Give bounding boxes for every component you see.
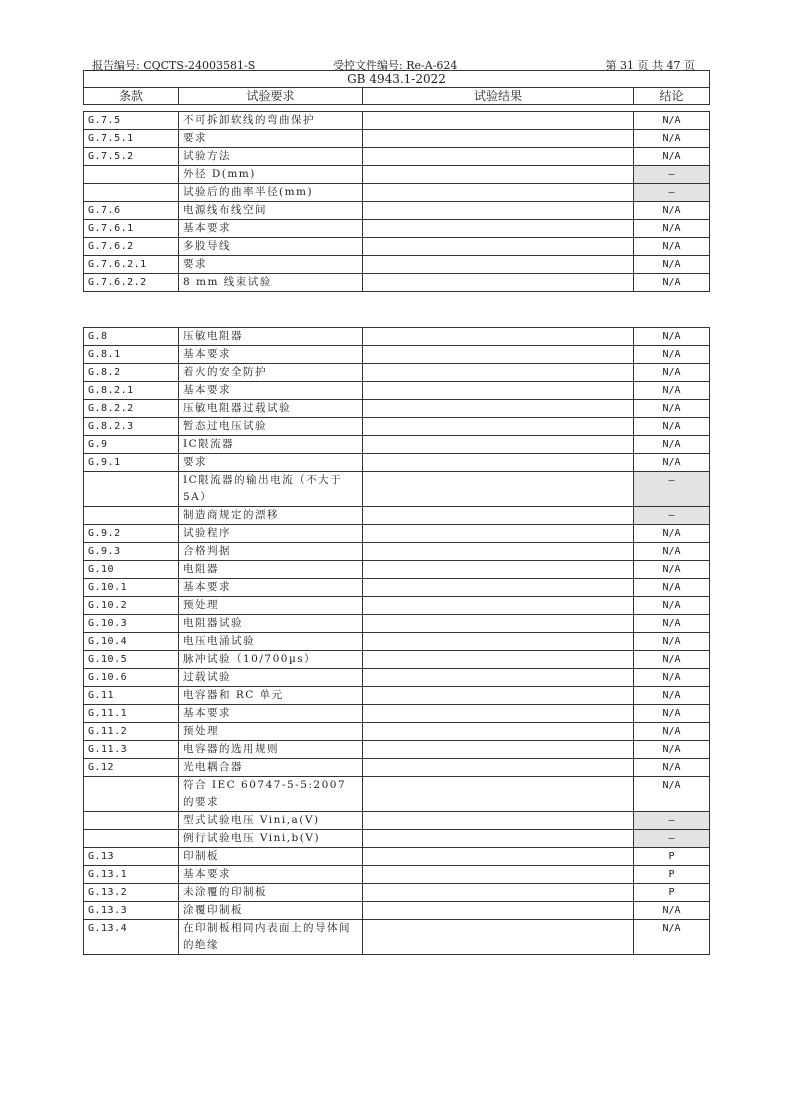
result-cell (363, 418, 634, 436)
result-cell (363, 148, 634, 166)
requirement-cell: 8 mm 线束试验 (179, 274, 363, 292)
result-cell (363, 812, 634, 830)
result-cell (363, 705, 634, 723)
verdict-cell: — (634, 830, 710, 848)
verdict-cell: — (634, 507, 710, 525)
requirement-cell: 基本要求 (179, 866, 363, 884)
table-row (84, 705, 710, 723)
verdict-cell: N/A (634, 130, 710, 148)
verdict-cell: P (634, 848, 710, 866)
verdict-cell: N/A (634, 112, 710, 130)
table-row (84, 812, 710, 830)
result-cell (363, 328, 634, 346)
result-cell (363, 579, 634, 597)
result-cell (363, 364, 634, 382)
control-number: 受控文件编号: Re-A-624 (333, 59, 458, 72)
result-cell (363, 436, 634, 454)
clause-cell: G.11.1 (84, 705, 179, 723)
verdict-cell: — (634, 812, 710, 830)
clause-cell (84, 830, 179, 848)
verdict-cell: N/A (634, 274, 710, 292)
requirement-cell: 制造商规定的漂移 (179, 507, 363, 525)
result-cell (363, 507, 634, 525)
requirement-cell: 电容器的选用规则 (179, 741, 363, 759)
requirement-cell: 压敏电阻器 (179, 328, 363, 346)
requirement-cell: 基本要求 (179, 220, 363, 238)
table-row (84, 454, 710, 472)
clause-cell (84, 507, 179, 525)
verdict-cell: N/A (634, 525, 710, 543)
table-row (84, 166, 710, 184)
result-cell (363, 112, 634, 130)
table-row (84, 418, 710, 436)
result-cell (363, 902, 634, 920)
clause-cell: G.8.2.2 (84, 400, 179, 418)
result-cell (363, 669, 634, 687)
requirement-cell: 要求 (179, 454, 363, 472)
verdict-cell: N/A (634, 723, 710, 741)
verdict-cell: N/A (634, 436, 710, 454)
table-row (84, 202, 710, 220)
table-row (84, 669, 710, 687)
clause-table-g7 (83, 111, 710, 292)
table-row (84, 274, 710, 292)
result-cell (363, 920, 634, 955)
requirement-cell: 脉冲试验（10/700µs） (179, 651, 363, 669)
clause-cell: G.9 (84, 436, 179, 454)
verdict-cell: N/A (634, 220, 710, 238)
verdict-cell: N/A (634, 920, 710, 955)
table-row (84, 561, 710, 579)
table-row (84, 256, 710, 274)
result-cell (363, 472, 634, 507)
requirement-cell: 基本要求 (179, 382, 363, 400)
page-number: 第 31 页 共 47 页 (605, 59, 695, 72)
clause-cell: G.7.6.2.2 (84, 274, 179, 292)
requirement-cell: 不可拆卸软线的弯曲保护 (179, 112, 363, 130)
requirement-cell: 暂态过电压试验 (179, 418, 363, 436)
result-cell (363, 400, 634, 418)
requirement-cell: 印制板 (179, 848, 363, 866)
result-cell (363, 777, 634, 812)
clause-cell: G.13.3 (84, 902, 179, 920)
clause-cell (84, 472, 179, 507)
result-cell (363, 202, 634, 220)
result-cell (363, 687, 634, 705)
table-row (84, 615, 710, 633)
result-cell (363, 238, 634, 256)
clause-cell: G.10.1 (84, 579, 179, 597)
requirement-cell: 预处理 (179, 597, 363, 615)
table-row (84, 346, 710, 364)
table-row (84, 525, 710, 543)
clause-cell: G.10.3 (84, 615, 179, 633)
clause-cell: G.7.6 (84, 202, 179, 220)
verdict-cell: N/A (634, 418, 710, 436)
clause-cell: G.7.5.2 (84, 148, 179, 166)
verdict-cell: N/A (634, 902, 710, 920)
clause-cell: G.8.1 (84, 346, 179, 364)
requirement-cell: 试验方法 (179, 148, 363, 166)
clause-cell: G.10.5 (84, 651, 179, 669)
table-row (84, 436, 710, 454)
table-row (84, 543, 710, 561)
table-row (84, 741, 710, 759)
result-cell (363, 166, 634, 184)
clause-cell: G.8.2.3 (84, 418, 179, 436)
clause-cell: G.13 (84, 848, 179, 866)
result-cell (363, 615, 634, 633)
verdict-cell: N/A (634, 615, 710, 633)
verdict-cell: N/A (634, 256, 710, 274)
clause-cell: G.7.5 (84, 112, 179, 130)
verdict-cell: N/A (634, 579, 710, 597)
table-row (84, 830, 710, 848)
verdict-cell: — (634, 184, 710, 202)
requirement-cell: 基本要求 (179, 705, 363, 723)
clause-cell: G.13.4 (84, 920, 179, 955)
table-row (84, 382, 710, 400)
clause-table-g8-g13 (83, 327, 710, 955)
clause-cell (84, 166, 179, 184)
clause-cell: G.7.6.1 (84, 220, 179, 238)
clause-cell: G.8.2.1 (84, 382, 179, 400)
result-cell (363, 633, 634, 651)
requirement-cell: 基本要求 (179, 579, 363, 597)
table-header (83, 70, 710, 105)
requirement-cell: 试验程序 (179, 525, 363, 543)
result-cell (363, 759, 634, 777)
verdict-cell: N/A (634, 202, 710, 220)
table-row (84, 651, 710, 669)
requirement-cell: 光电耦合器 (179, 759, 363, 777)
requirement-cell: 例行试验电压 Vini,b(V) (179, 830, 363, 848)
result-cell (363, 848, 634, 866)
clause-cell: G.8 (84, 328, 179, 346)
standard-title: GB 4943.1-2022 (84, 71, 710, 88)
result-cell (363, 454, 634, 472)
clause-cell: G.12 (84, 759, 179, 777)
requirement-cell: 要求 (179, 256, 363, 274)
verdict-cell: N/A (634, 705, 710, 723)
requirement-cell: 预处理 (179, 723, 363, 741)
verdict-cell: — (634, 472, 710, 507)
result-cell (363, 130, 634, 148)
col-clause: 条款 (84, 88, 179, 105)
clause-cell: G.10.2 (84, 597, 179, 615)
result-cell (363, 382, 634, 400)
result-cell (363, 346, 634, 364)
clause-cell (84, 777, 179, 812)
clause-cell (84, 812, 179, 830)
clause-cell (84, 184, 179, 202)
clause-cell: G.7.6.2.1 (84, 256, 179, 274)
report-number: 报告编号: CQCTS-24003581-S (92, 59, 256, 72)
clause-cell: G.10 (84, 561, 179, 579)
verdict-cell: N/A (634, 543, 710, 561)
table-row (84, 112, 710, 130)
verdict-cell: P (634, 866, 710, 884)
requirement-cell: 符合 IEC 60747-5-5:2007 的要求 (179, 777, 363, 812)
requirement-cell: 过载试验 (179, 669, 363, 687)
result-cell (363, 884, 634, 902)
table-row (84, 364, 710, 382)
col-requirement: 试验要求 (179, 88, 363, 105)
table-row (84, 328, 710, 346)
verdict-cell: N/A (634, 687, 710, 705)
requirement-cell: 压敏电阻器过载试验 (179, 400, 363, 418)
clause-cell: G.11.3 (84, 741, 179, 759)
result-cell (363, 184, 634, 202)
clause-cell: G.9.3 (84, 543, 179, 561)
col-result: 试验结果 (363, 88, 634, 105)
verdict-cell: N/A (634, 597, 710, 615)
clause-cell: G.13.2 (84, 884, 179, 902)
table-row (84, 472, 710, 507)
table-row (84, 579, 710, 597)
verdict-cell: N/A (634, 382, 710, 400)
result-cell (363, 866, 634, 884)
table-row (84, 130, 710, 148)
table-row (84, 777, 710, 812)
requirement-cell: 型式试验电压 Vini,a(V) (179, 812, 363, 830)
clause-cell: G.10.6 (84, 669, 179, 687)
clause-cell: G.9.2 (84, 525, 179, 543)
requirement-cell: 外径 D(mm) (179, 166, 363, 184)
table-row (84, 184, 710, 202)
seal-stamp (760, 528, 790, 658)
table-row (84, 848, 710, 866)
result-cell (363, 723, 634, 741)
requirement-cell: IC限流器的输出电流（不大于 5A） (179, 472, 363, 507)
requirement-cell: 电源线布线空间 (179, 202, 363, 220)
requirement-cell: 电阻器 (179, 561, 363, 579)
clause-cell: G.11.2 (84, 723, 179, 741)
table-row (84, 902, 710, 920)
clause-cell: G.7.6.2 (84, 238, 179, 256)
requirement-cell: 电容器和 RC 单元 (179, 687, 363, 705)
table-row (84, 507, 710, 525)
verdict-cell: N/A (634, 148, 710, 166)
requirement-cell: 着火的安全防护 (179, 364, 363, 382)
clause-cell: G.7.5.1 (84, 130, 179, 148)
table-row (84, 238, 710, 256)
table-row (84, 400, 710, 418)
clause-cell: G.9.1 (84, 454, 179, 472)
requirement-cell: 要求 (179, 130, 363, 148)
requirement-cell: 未涂覆的印制板 (179, 884, 363, 902)
verdict-cell: N/A (634, 238, 710, 256)
requirement-cell: 在印制板相同内表面上的导体间的绝缘 (179, 920, 363, 955)
verdict-cell: N/A (634, 561, 710, 579)
requirement-cell: 基本要求 (179, 346, 363, 364)
verdict-cell: N/A (634, 759, 710, 777)
clause-cell: G.13.1 (84, 866, 179, 884)
requirement-cell: 多股导线 (179, 238, 363, 256)
result-cell (363, 597, 634, 615)
result-cell (363, 561, 634, 579)
col-verdict: 结论 (634, 88, 710, 105)
verdict-cell: N/A (634, 741, 710, 759)
requirement-cell: 试验后的曲率半径(mm) (179, 184, 363, 202)
table-row (84, 633, 710, 651)
table-row (84, 884, 710, 902)
result-cell (363, 543, 634, 561)
table-row (84, 723, 710, 741)
result-cell (363, 830, 634, 848)
table-row (84, 148, 710, 166)
table-row (84, 687, 710, 705)
verdict-cell: N/A (634, 400, 710, 418)
result-cell (363, 651, 634, 669)
requirement-cell: 电压电涌试验 (179, 633, 363, 651)
clause-cell: G.11 (84, 687, 179, 705)
result-cell (363, 256, 634, 274)
table-row (84, 920, 710, 955)
verdict-cell: N/A (634, 777, 710, 812)
table-row (84, 597, 710, 615)
requirement-cell: IC限流器 (179, 436, 363, 454)
table-row (84, 220, 710, 238)
verdict-cell: P (634, 884, 710, 902)
result-cell (363, 525, 634, 543)
requirement-cell: 涂覆印制板 (179, 902, 363, 920)
table-row (84, 866, 710, 884)
verdict-cell: N/A (634, 651, 710, 669)
verdict-cell: N/A (634, 454, 710, 472)
verdict-cell: N/A (634, 364, 710, 382)
result-cell (363, 741, 634, 759)
requirement-cell: 电阻器试验 (179, 615, 363, 633)
clause-cell: G.8.2 (84, 364, 179, 382)
verdict-cell: N/A (634, 328, 710, 346)
requirement-cell: 合格判据 (179, 543, 363, 561)
clause-cell: G.10.4 (84, 633, 179, 651)
verdict-cell: N/A (634, 346, 710, 364)
verdict-cell: — (634, 166, 710, 184)
result-cell (363, 274, 634, 292)
table-row (84, 759, 710, 777)
verdict-cell: N/A (634, 669, 710, 687)
result-cell (363, 220, 634, 238)
verdict-cell: N/A (634, 633, 710, 651)
